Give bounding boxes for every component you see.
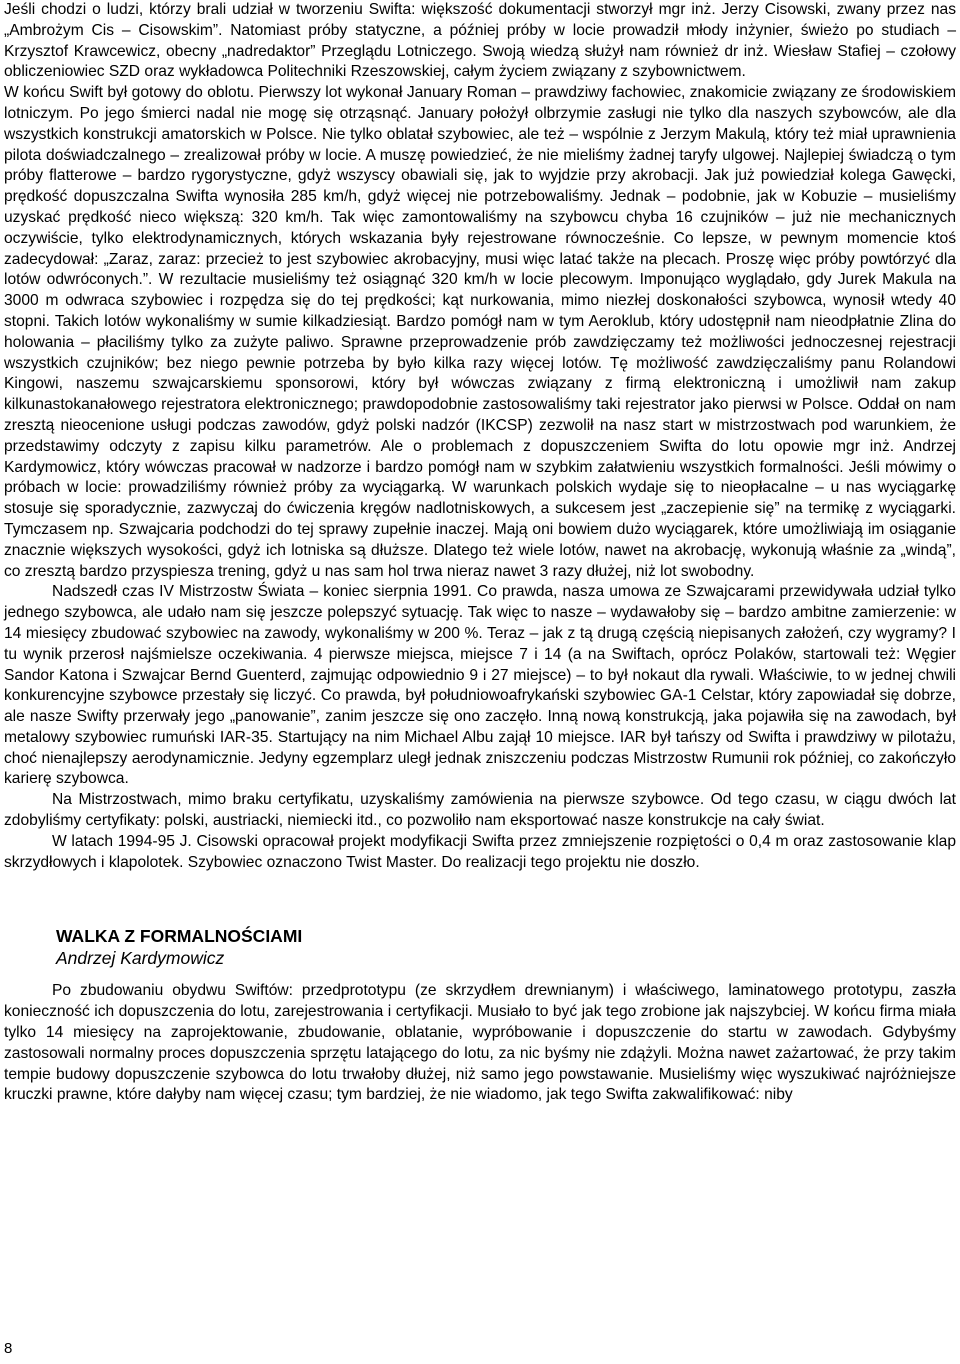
paragraph-twist-master: W latach 1994-95 J. Cisowski opracował projekt modyfikacji Swifta przez zmniejszenie rozpiętości o 0,4 m oraz zastosowanie klap skrzydłowych i klapolotek. Szybowiec oznaczono Twist Master. Do realizacji tego projektu nie doszło. <box>4 832 956 871</box>
paragraph-formalities: Po zbudowaniu obydwu Swiftów: przedprototypu (ze skrzydłem drewnianym) i właściwego, laminatowego prototypu, zaszła konieczność ich dopuszczenia do lotu, zarejestrowania i certyfikacji. Musiało to być jak tego zrobione jak najszybciej. W końcu firma miała tylko 14 miesięcy na zaprojektowanie, zbudowanie, oblatanie, wypróbowanie i dopuszczenie do startu w zawodach. Gdybyśmy zastosowali normalny proces dopuszczenia sprzętu latającego do lotu, za nic byśmy nie zdążyli. Można nawet zażartować, że przy takim tempie budowy dopuszczenie szybowca do lotu trwałoby dłużej, niż samo jego powstawanie. Musieliśmy więc wyszukiwać najróżniejsze kruczki prawne, które dałyby nam więcej czasu; tym bardziej, że nie wiadomo, jak tego Swifta zakwalifikować: niby <box>4 982 956 1104</box>
paragraph-contributors: Jeśli chodzi o ludzi, którzy brali udział w tworzeniu Swifta: większość dokumentacji stworzył mgr inż. Jerzy Cisowski, zwany przez nas „Ambrożym Cis – Cisowskim”. Natomiast próby statyczne, a później próby w locie prowadził młody inżynier, świeżo po studiach – Krzysztof Krawcewicz, obecny „nadredaktor” Przeglądu Lotniczego. Swoją wiedzą służył nam również dr inż. Wiesław Stafiej – czołowy obliczeniowiec SZD oraz wykładowca Politechniki Rzeszowskiej, całym życiem związany z szybownictwem. <box>4 1 956 81</box>
document-page <box>4 0 956 1106</box>
paragraph-world-championships: Nadszedł czas IV Mistrzostw Świata – koniec sierpnia 1991. Co prawda, nasza umowa ze Szwajcarami przewidywała udział tylko jednego szybowca, ale udało nam się jeszcze polepszyć sytuację. Tak więc to nasze – wydawałoby się – bardzo ambitne zamierzenie: w 14 miesięcy zbudować szybowiec na zawody, wykonaliśmy w 200 %. Teraz – jak z tą drugą częścią niepisanych założeń, czy wygramy? I tu wynik przerosł najśmielsze oczekiwania. 4 pierwsze miejsca, miejsce 7 i 14 (a na Swiftach, oprócz Polaków, startowali też: Węgier Sandor Katona i Szwajcar Bernd Guenterd, zajmując odpowiednio 9 i 27 miejsce) – to był nokaut dla rywali. Właściwie, to w jednej chwili konkurencyjne szybowce przestały się liczyć. Co prawda, był południowoafrykański szybowiec GA-1 Celstar, który zapowiadał się dobrze, ale nasze Swifty przerwały jego „panowanie”, zanim jeszcze się ono zaczęło. Inną nową konstrukcją, jaka pojawiła się na zawodach, był metalowy szybowiec rumuński IAR-35. Startujący na nim Michael Albu zajął 10 miejsce. IAR był tańszy od Swifta i prawdziwy w pilotażu, choć nienajlepszy aerodynamicznie. Jedyny egzemplarz uległ jednak zniszczeniu podczas Mistrzostw Rumunii rok później, co zakończyło karierę szybowca. <box>4 583 956 788</box>
section-title: WALKA Z FORMALNOŚCIAMI <box>56 926 303 947</box>
paragraph-flight-tests: W końcu Swift był gotowy do oblotu. Pierwszy lot wykonał January Roman – prawdziwy fachowiec, znakomicie związany ze środowiskiem lotniczym. Po jego śmierci nadal nie mogę się otrząsnąć. January położył olbrzymie zasługi nie tylko dla naszych szybowców, ale dla wszystkich konstrukcji amatorskich w Polsce. Nie tylko oblatał szybowiec, ale też – wspólnie z Jerzym Makulą, który też miał uprawnienia pilota doświadczalnego – zrealizował próby w locie. A muszę powiedzieć, że nie mieliśmy żadnej taryfy ulgowej. Najlepiej świadczą o tym próby flatterowe – bardzo rygorystyczne, gdyż wszyscy obawiali się, jak to wyjdzie przy akrobacji. Jak już powiedział kolega Gawęcki, prędkość dopuszczalna Swifta wynosiła 285 km/h, gdyż więcej nie potrzebowaliśmy. Jednak – podobnie, jak w Kobuzie – musieliśmy uzyskać prędkość nieco większą: 320 km/h. Tak więc zamontowaliśmy na szybowcu chyba 16 czujników – już nie mechanicznych oczywiście, tylko elektrodynamicznych, których wskazania były rejestrowane równocześnie. Co lepsze, w pewnym momencie ktoś zadecydował: „Zaraz, zaraz: przecież to jest szybowiec akrobacyjny, musi więc latać także na plecach. Proszę więc próby powtórzyć dla lotów odwróconych.”. W rezultacie musieliśmy też osiągnąć 320 km/h w locie plecowym. Imponująco wyglądało, gdy Jurek Makula na 3000 m odwraca szybowiec i rozpędza się do tej prędkości; kąt nurkowania, mimo niezłej doskonałości szybowca, wynosił wtedy 40 stopni. Takich lotów wykonaliśmy w sumie kilkadziesiąt. Bardzo pomógł nam w tym Aeroklub, który udostępnił nam nieodpłatnie Zlina do holowania – płaciliśmy tylko za zużyte paliwo. Sprawne przeprowadzenie prób zawdzięczamy też możliwości jednoczesnej rejestracji wszystkich czujników; bez niego pewnie potrzeba by było kilka razy więcej lotów. Tę możliwość zawdzięczaliśmy panu Rolandowi Kingowi, naszemu szwajcarskiemu sponsorowi, który był wówczas związany z firmą elektroniczną i umożliwił nam zakup kilkunastokanałowego rejestratora elektronicznego; prawdopodobnie zastosowaliśmy taki rejestrator jako pierwsi w Polsce. Oddał on nam zresztą nieocenione usługi podczas zawodów, gdyż polski nadzór (IKCSP) zezwolił na nasz start w mistrzostwach pod warunkiem, że przedstawimy odczyty z zapisu kilku parametrów. Ale o problemach z dopuszczeniem Swifta do lotu opowie mgr inż. Andrzej Kardymowicz, który wówczas pracował w nadzorze i bardzo pomógł nam w szybkim załatwieniu wszystkich formalności. Jeśli mówimy o próbach w locie: prowadziliśmy również próby za wyciągarką. W warunkach polskich wydaje się to nieopłacalne – u nas wyciągarkę stosuje się sporadycznie, zazwyczaj do ćwiczenia kręgów nadlotniskowych, a sukcesem jest „zaczepienie się” na termikę z wyciągarki. Tymczasem np. Szwajcaria podchodzi do tej sprawy zupełnie inaczej. Mają oni bowiem dużo wyciągarek, które umożliwiają im osiąganie znacznie większych wysokości, gdyż ich lotniska są dłuższe. Dlatego też wiele lotów, nawet na akrobację, wykonują właśnie za „windą”, co zresztą bardzo przyspiesza trening, gdyż u nas sam hol trwa nieraz nawet 3 razy dłużej, niż lot swobodny. <box>4 84 956 580</box>
page-number: 8 <box>4 1340 13 1357</box>
paragraph-certificates: Na Mistrzostwach, mimo braku certyfikatu, uzyskaliśmy zamówienia na pierwsze szybowce. Od tego czasu, w ciągu dwóch lat zdobyliśmy certyfikaty: polski, austriacki, niemiecki itd., co pozwoliło nam eksportować nasze konstrukcje na cały świat. <box>4 791 956 830</box>
section-author: Andrzej Kardymowicz <box>56 948 225 969</box>
section-header <box>4 925 956 969</box>
